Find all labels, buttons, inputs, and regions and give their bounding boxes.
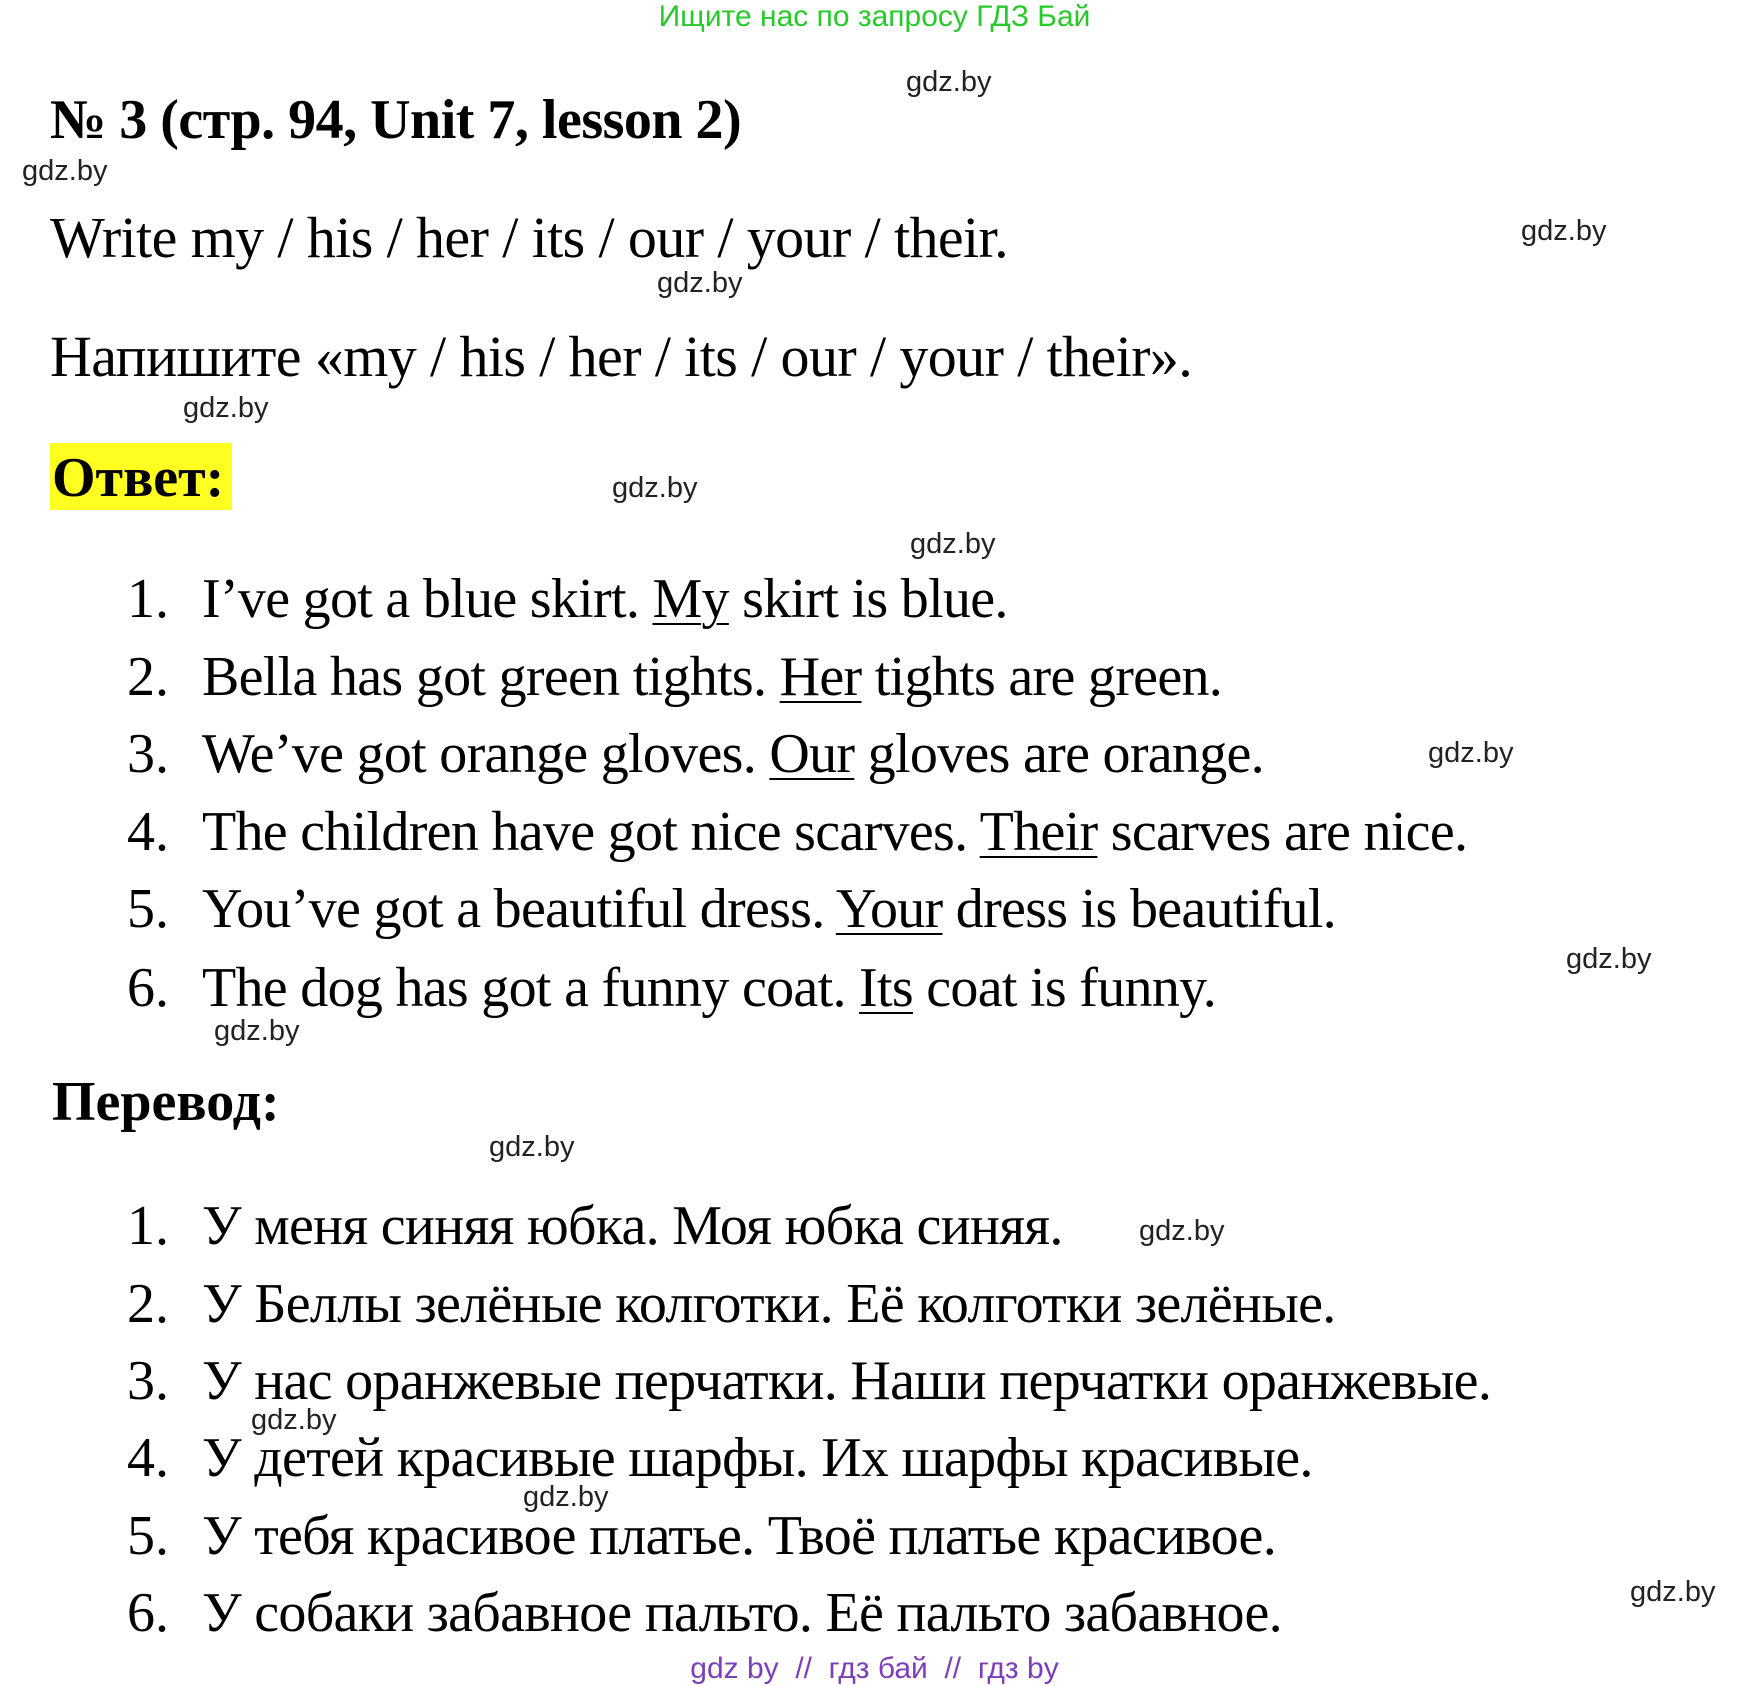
watermark: gdz.by — [214, 1015, 300, 1047]
watermark: gdz.by — [1521, 215, 1607, 247]
watermark: gdz.by — [183, 392, 269, 424]
watermark: gdz.by — [1566, 943, 1652, 975]
answer-item — [202, 645, 1222, 709]
instruction-english: Write my / his / her / its / our / your / their. — [50, 205, 1008, 270]
translation-item: У собаки забавное пальто. Её пальто забавное. — [202, 1582, 1282, 1644]
watermark: gdz.by — [906, 66, 992, 98]
watermark: gdz.by — [489, 1131, 575, 1163]
answer-number: 4. — [127, 801, 169, 863]
translation-heading: Перевод: — [52, 1071, 280, 1133]
translation-number: 5. — [127, 1505, 169, 1567]
watermark: gdz.by — [657, 267, 743, 299]
answer-pronoun: My — [652, 568, 729, 630]
translation-item: У Беллы зелёные колготки. Её колготки зелёные. — [202, 1273, 1336, 1335]
translation-number: 2. — [127, 1273, 169, 1335]
translation-number: 3. — [127, 1350, 169, 1412]
answer-text: The dog has got a funny coat. — [202, 957, 860, 1019]
answer-number: 2. — [127, 646, 169, 708]
answer-number: 5. — [127, 878, 169, 940]
answer-pronoun: Their — [979, 801, 1098, 863]
answer-item — [202, 722, 1264, 786]
translation-number: 1. — [127, 1195, 169, 1257]
translation-item: У меня синяя юбка. Моя юбка синяя. — [202, 1195, 1063, 1257]
answer-text: skirt is blue. — [728, 568, 1008, 630]
watermark: gdz.by — [612, 472, 698, 504]
search-banner: Ищите нас по запросу ГДЗ Бай — [658, 0, 1091, 33]
answer-item — [202, 956, 1216, 1020]
translation-item: У детей красивые шарфы. Их шарфы красивые. — [202, 1427, 1313, 1489]
watermark: gdz.by — [251, 1404, 337, 1436]
answer-text: I’ve got a blue skirt. — [202, 568, 653, 630]
answer-heading: Ответ: — [52, 447, 225, 509]
answer-pronoun: Her — [779, 646, 862, 708]
answer-text: dress is beautiful. — [942, 878, 1336, 940]
answer-text: gloves are orange. — [854, 723, 1264, 785]
translation-item: У нас оранжевые перчатки. Наши перчатки оранжевые. — [202, 1350, 1492, 1412]
translation-number: 4. — [127, 1427, 169, 1489]
answer-text: coat is funny. — [912, 957, 1217, 1019]
answer-number: 3. — [127, 723, 169, 785]
answer-item — [202, 567, 1008, 631]
watermark: gdz.by — [1630, 1576, 1716, 1608]
watermark: gdz.by — [523, 1481, 609, 1513]
translation-item: У тебя красивое платье. Твоё платье красивое. — [202, 1505, 1277, 1567]
answer-pronoun: Our — [769, 723, 855, 785]
watermark: gdz.by — [22, 155, 108, 187]
footer-watermark: gdz by // гдз бай // гдз by — [690, 1652, 1059, 1685]
answer-pronoun: Your — [835, 878, 943, 940]
watermark: gdz.by — [910, 528, 996, 560]
answer-text: The children have got nice scarves. — [202, 801, 980, 863]
watermark: gdz.by — [1428, 737, 1514, 769]
translation-number: 6. — [127, 1582, 169, 1644]
answer-number: 1. — [127, 568, 169, 630]
exercise-title: № 3 (стр. 94, Unit 7, lesson 2) — [50, 89, 742, 151]
answer-text: scarves are nice. — [1097, 801, 1468, 863]
watermark: gdz.by — [1139, 1215, 1225, 1247]
answer-item — [202, 877, 1336, 941]
answer-text: tights are green. — [861, 646, 1223, 708]
answer-text: We’ve got orange gloves. — [202, 723, 770, 785]
answer-pronoun: Its — [859, 957, 913, 1019]
answer-item — [202, 800, 1467, 864]
answer-number: 6. — [127, 957, 169, 1019]
answer-text: You’ve got a beautiful dress. — [202, 878, 836, 940]
answer-text: Bella has got green tights. — [202, 646, 780, 708]
instruction-russian: Напишите «my / his / her / its / our / your / their». — [50, 324, 1193, 389]
